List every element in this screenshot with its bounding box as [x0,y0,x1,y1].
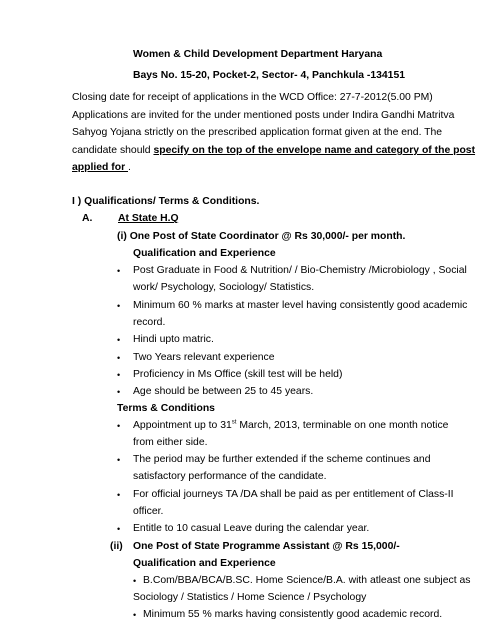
list-item: Minimum 60 % marks at master level having consistently good academic [133,300,468,311]
intro-line: Sahyog Yojana strictly on the prescribed application format given at the end. The [72,127,443,138]
intro-text: . [128,162,131,173]
bullet-icon: • [117,335,121,345]
intro-line [72,162,131,174]
bullet-icon: • [117,353,121,363]
term-text: Appointment up to 31 [133,420,232,431]
bullet-icon: • [117,524,121,534]
list-item: Entitle to 10 casual Leave during the calendar year. [133,523,370,534]
envelope-instruction-end: applied for [72,162,128,173]
list-item-continued: from either side. [133,437,208,448]
terms-heading: Terms & Conditions [117,403,215,414]
bullet-icon: • [117,387,121,397]
section-heading: I ) Qualifications/ Terms & Conditions. [72,196,260,207]
list-item-continued: satisfactory performance of the candidate. [133,471,327,482]
qualification-heading: Qualification and Experience [133,558,276,569]
post-heading: (i) One Post of State Coordinator @ Rs 30,000/- per month. [117,231,406,242]
bullet-icon: • [117,301,121,311]
ordinal-suffix: st [231,419,237,426]
intro-line: Applications are invited for the under mentioned posts under Indira Gandhi Matritva [72,110,455,121]
list-item: Minimum 55 % marks having consistently good academic record. [143,609,443,620]
list-item: Two Years relevant experience [133,352,275,363]
closing-date-line: Closing date for receipt of applications in the WCD Office: 27-7-2012(5.00 PM) [72,92,433,103]
list-item-continued: officer. [133,506,164,517]
department-title: Women & Child Development Department Haryana [133,49,383,60]
bullet-icon: • [133,576,137,586]
list-item: Post Graduate in Food & Nutrition/ / Bio-Chemistry /Microbiology , Social [133,265,467,276]
post-number: (ii) [110,541,123,552]
sub-section-title: At State H.Q [118,213,179,224]
bullet-icon: • [117,266,121,276]
sub-section-letter: A. [82,213,93,224]
list-item: Hindi upto matric. [133,334,214,345]
envelope-instruction: specify on the top of the envelope name and category of the post [153,145,476,156]
bullet-icon: • [117,455,121,465]
bullet-icon: • [133,610,137,620]
list-item: B.Com/BBA/BCA/B.SC. Home Science/B.A. with atleast one subject as [143,575,471,586]
bullet-icon: • [117,490,121,500]
bullet-icon: • [117,370,121,380]
intro-text: candidate should [72,145,154,156]
list-item [133,420,448,432]
list-item: The period may be further extended if the scheme continues and [133,454,431,465]
list-item-continued: work/ Psychology, Sociology/ Statistics. [133,282,315,293]
list-item: For official journeys TA /DA shall be paid as per entitlement of Class-II [133,489,454,500]
department-address: Bays No. 15-20, Pocket-2, Sector- 4, Panchkula -134151 [133,70,406,81]
bullet-icon: • [117,421,121,431]
term-text: March, 2013, terminable on one month notice [236,420,449,431]
post-heading: One Post of State Programme Assistant @ Rs 15,000/- [133,541,400,552]
intro-line [72,145,475,157]
list-item-continued: Sociology / Statistics / Home Science / Psychology [133,592,367,603]
list-item-continued: record. [133,317,166,328]
list-item: Age should be between 25 to 45 years. [133,386,314,397]
list-item: Proficiency in Ms Office (skill test will be held) [133,369,343,380]
qualification-heading: Qualification and Experience [133,248,276,259]
